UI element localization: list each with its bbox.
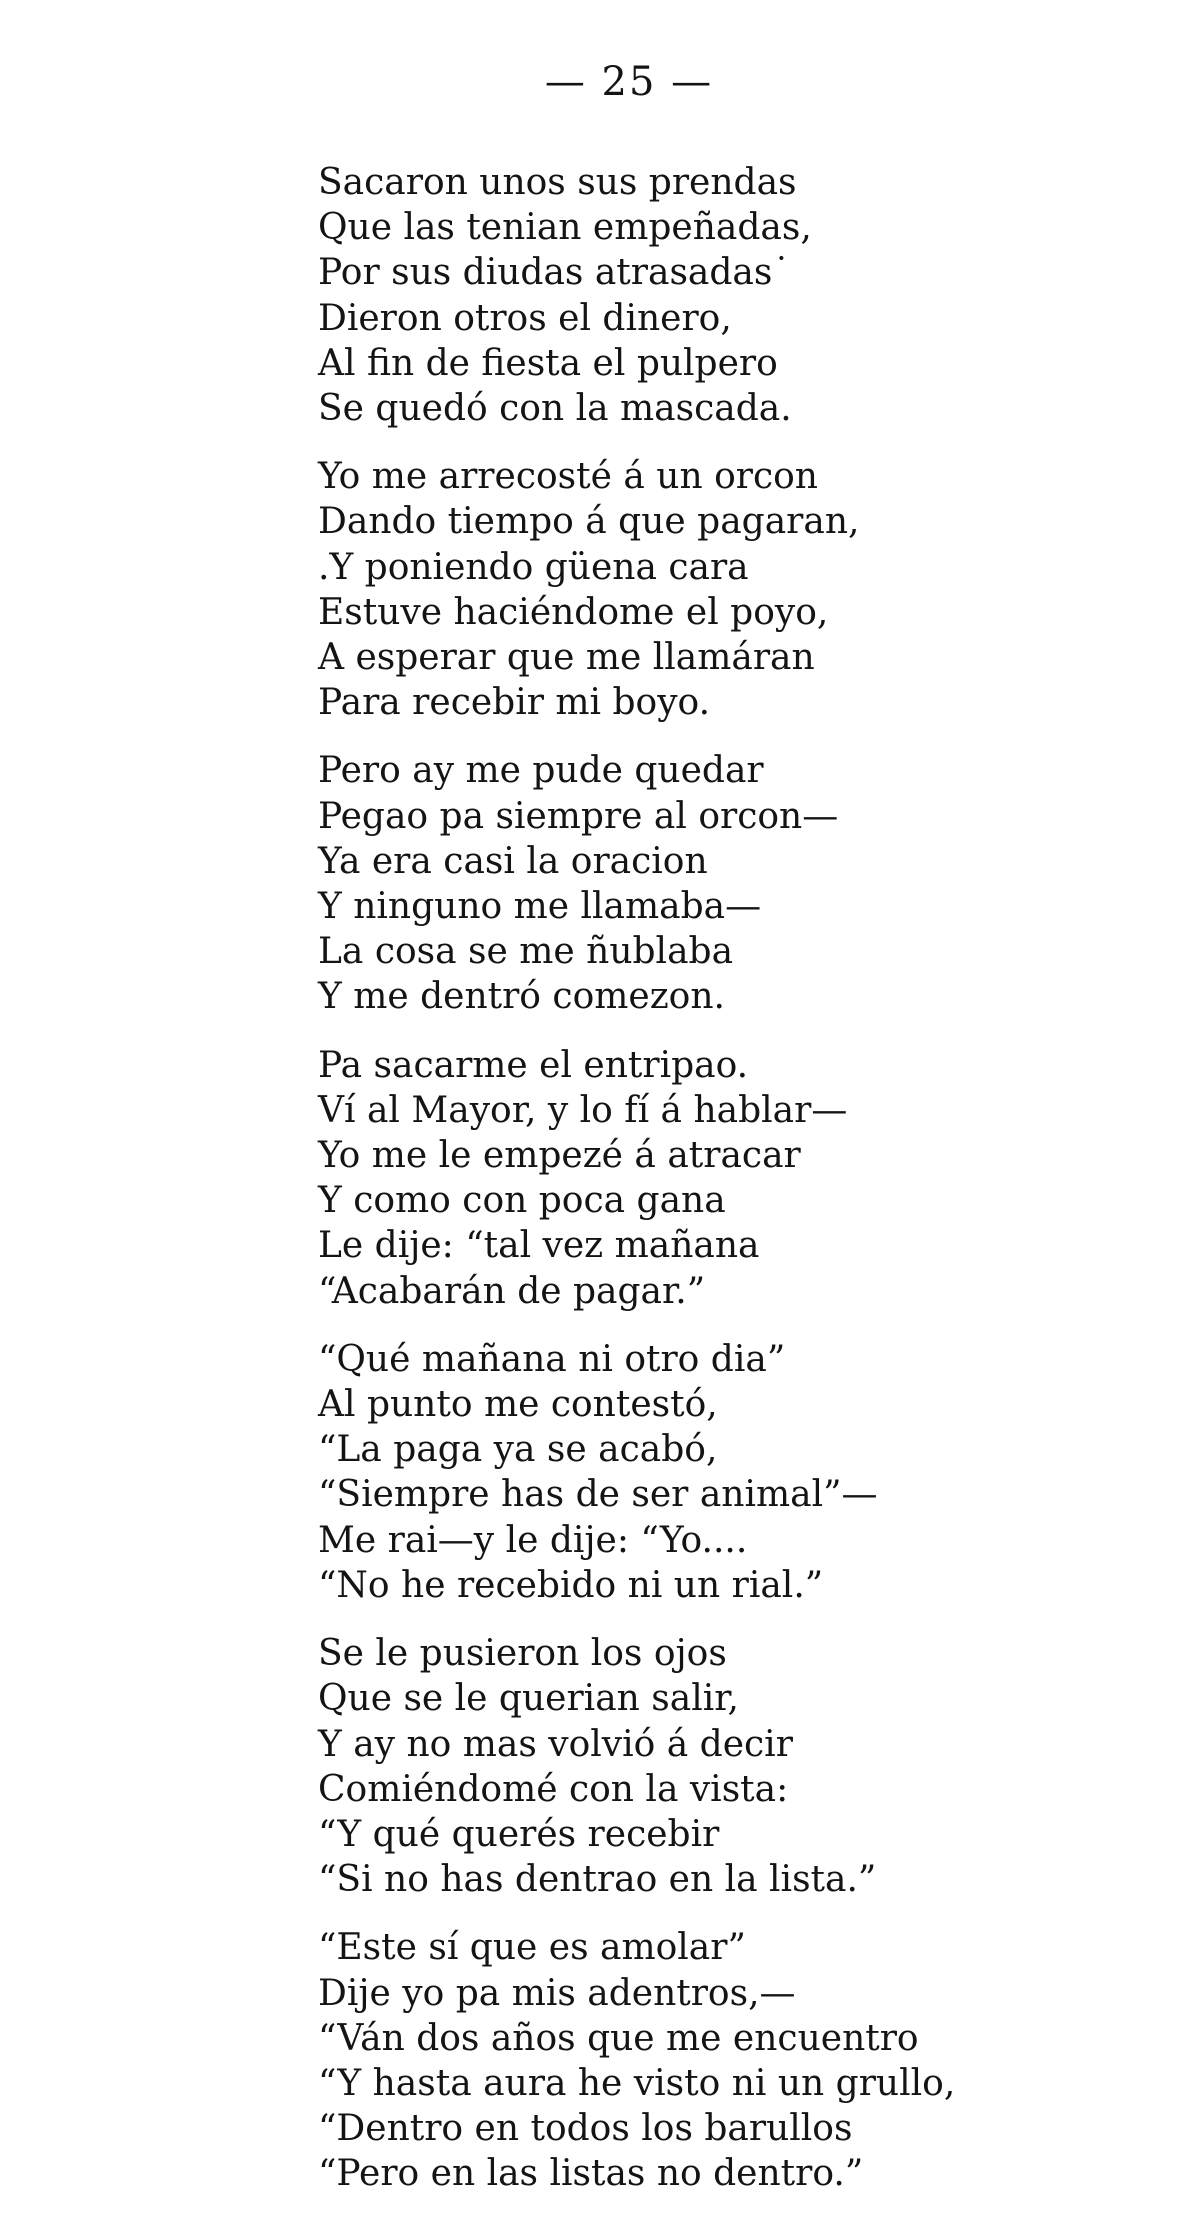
verse-line: Dando tiempo á que pagaran, xyxy=(318,501,860,543)
verse-line: La cosa se me ñublaba xyxy=(318,931,734,973)
verse-line: Le dije: “tal vez mañana xyxy=(318,1225,760,1267)
poem xyxy=(318,160,1178,2220)
verse-line: “No he recebido ni un rial.” xyxy=(318,1564,824,1606)
stanza-5 xyxy=(318,1337,1178,1608)
verse-line: Ví al Mayor, y lo fí á hablar— xyxy=(318,1089,848,1131)
verse-line: A esperar que me llamáran xyxy=(318,637,815,679)
verse-line: Se le pusieron los ojos xyxy=(318,1633,727,1675)
verse-line: Y ninguno me llamaba— xyxy=(318,886,762,928)
verse-line: “Si no has dentrao en la lista.” xyxy=(318,1859,877,1901)
stanza-1 xyxy=(318,160,1178,431)
page-number: — 25 — xyxy=(544,59,714,105)
verse-line: Para recebir mi boyo. xyxy=(318,682,711,724)
verse-line: “Este sí que es amolar” xyxy=(318,1927,746,1969)
verse-line: Comiéndomé con la vista: xyxy=(318,1768,789,1810)
verse-line: Me rai—y le dije: “Yo.... xyxy=(318,1519,748,1561)
verse-line: .Y poniendo güena cara xyxy=(318,546,749,588)
verse-line: Pegao pa siempre al orcon— xyxy=(318,795,839,837)
verse-line: “Ván dos años que me encuentro xyxy=(318,2017,919,2059)
stanza-4 xyxy=(318,1043,1178,1314)
verse-line: Estuve haciéndome el poyo, xyxy=(318,591,829,633)
verse-line: Ya era casi la oracion xyxy=(318,840,708,882)
verse-line: Y ay no mas volvió á decir xyxy=(318,1723,793,1765)
stanza-2 xyxy=(318,454,1178,725)
verse-line: “Y hasta aura he visto ni un grullo, xyxy=(318,2062,956,2104)
verse-line: Que se le querian salir, xyxy=(318,1678,739,1720)
verse-line: “Pero en las listas no dentro.” xyxy=(318,2153,864,2195)
verse-line: “La paga ya se acabó, xyxy=(318,1429,718,1471)
verse-line: “Dentro en todos los barullos xyxy=(318,2108,853,2150)
verse-line: Se quedó con la mascada. xyxy=(318,388,792,430)
verse-line: “Acabarán de pagar.” xyxy=(318,1270,706,1312)
verse-line: Y me dentró comezon. xyxy=(318,976,725,1018)
verse-line: “Y qué querés recebir xyxy=(318,1813,720,1855)
verse-line: Dieron otros el dinero, xyxy=(318,297,732,339)
verse-line: Por sus diudas atrasadas˙ xyxy=(318,252,791,294)
stanza-6 xyxy=(318,1631,1178,1902)
stanza-7 xyxy=(318,1925,1178,2196)
verse-line: Que las tenian empeñadas, xyxy=(318,207,812,249)
verse-line: Dije yo pa mis adentros,— xyxy=(318,1972,796,2014)
verse-line: Yo me le empezé á atracar xyxy=(318,1135,801,1177)
verse-line: Pa sacarme el entripao. xyxy=(318,1044,749,1086)
verse-line: Pero ay me pude quedar xyxy=(318,750,764,792)
verse-line: Sacaron unos sus prendas xyxy=(318,162,797,203)
verse-line: “Siempre has de ser animal”— xyxy=(318,1474,878,1516)
verse-line: Y como con poca gana xyxy=(318,1180,726,1222)
verse-line: Yo me arrecosté á un orcon xyxy=(318,456,818,498)
stanza-3 xyxy=(318,748,1178,1019)
verse-line: “Qué mañana ni otro dia” xyxy=(318,1338,786,1380)
verse-line: Al punto me contestó, xyxy=(318,1384,718,1426)
verse-line: Al fin de fiesta el pulpero xyxy=(318,342,778,384)
